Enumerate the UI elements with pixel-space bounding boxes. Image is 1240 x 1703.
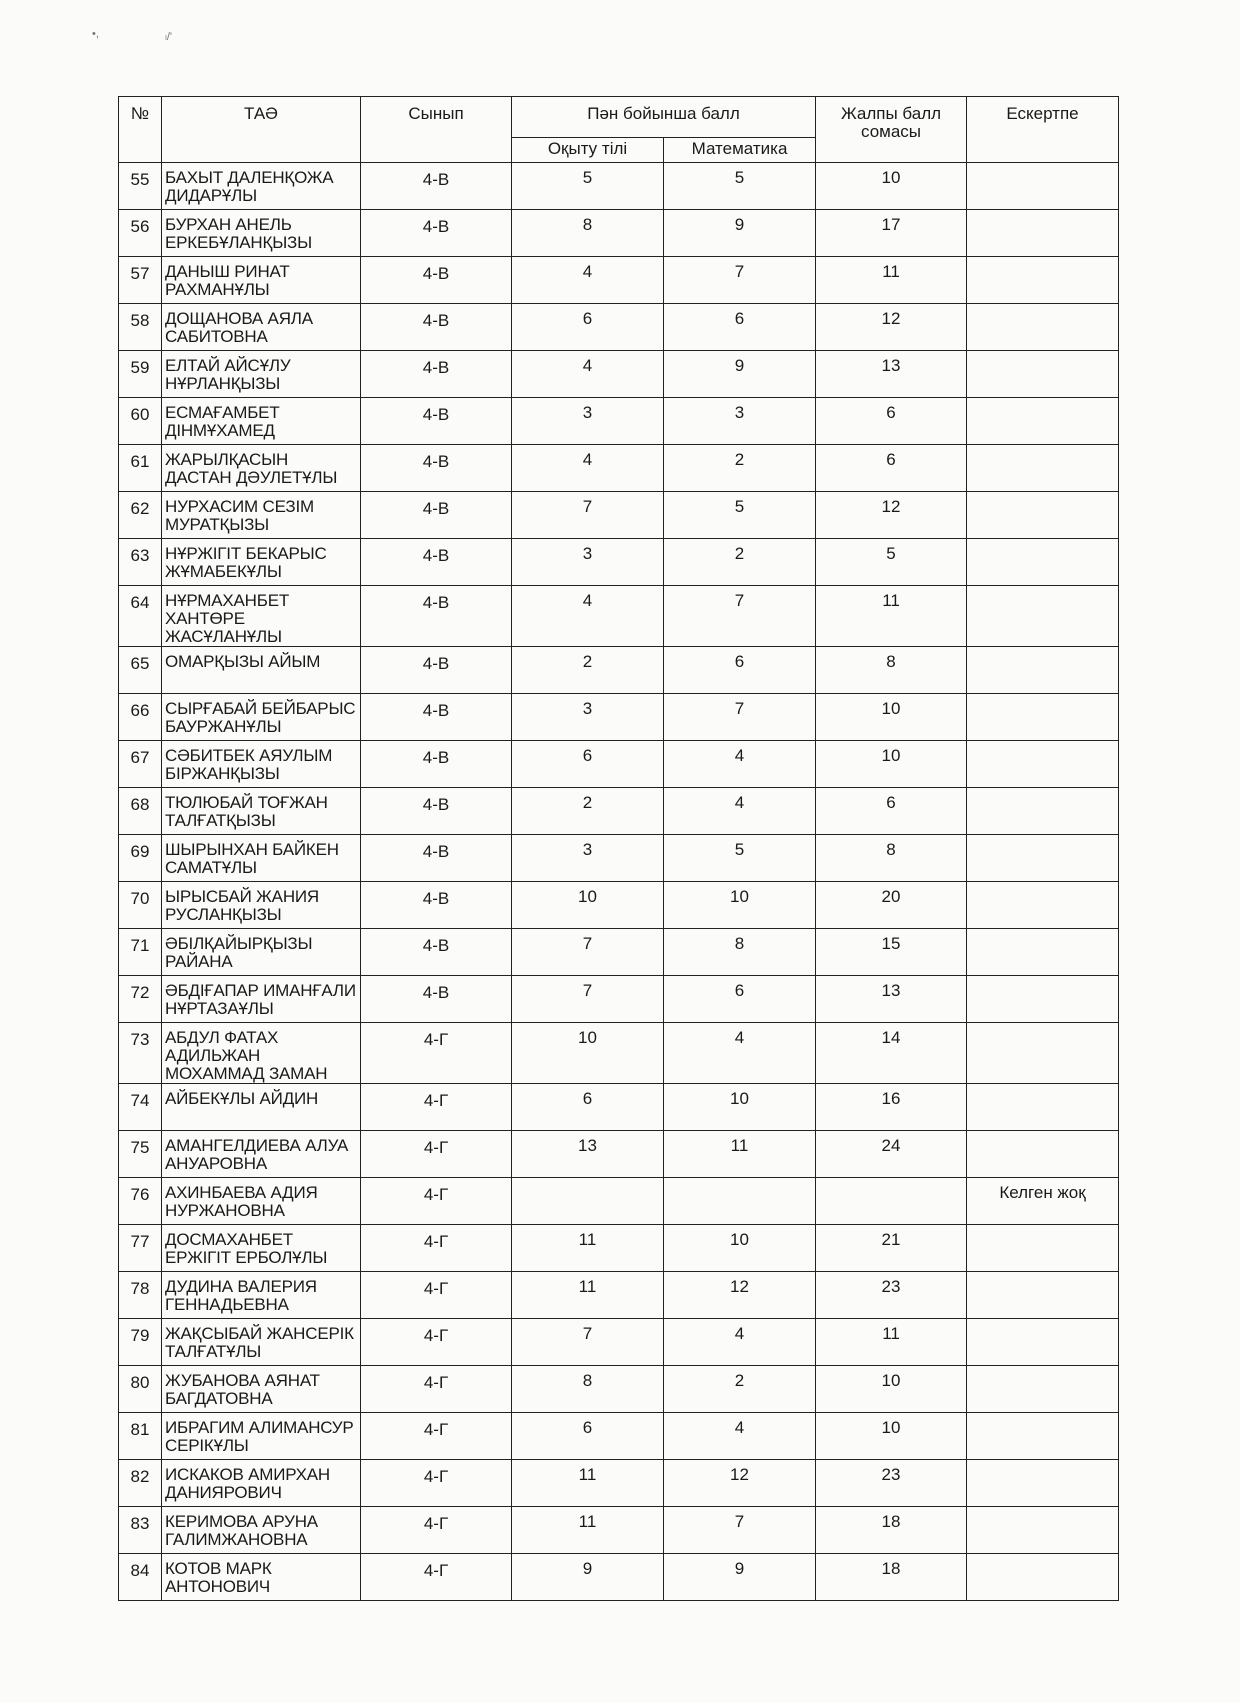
student-name: ЕСМАҒАМБЕТ ДІНМҰХАМЕД [162, 398, 361, 445]
row-number: 70 [119, 882, 162, 929]
student-name: ӘБІЛҚАЙЫРҚЫЗЫ РАЙАНА [162, 929, 361, 976]
math-score: 9 [664, 210, 816, 257]
class-cell: 4-Г [361, 1413, 512, 1460]
lang-score: 8 [512, 210, 664, 257]
note-cell [967, 788, 1119, 835]
class-cell: 4-В [361, 445, 512, 492]
student-name: АМАНГЕЛДИЕВА АЛУА АНУАРОВНА [162, 1131, 361, 1178]
row-number: 79 [119, 1319, 162, 1366]
row-number: 84 [119, 1554, 162, 1601]
total-score: 8 [816, 835, 967, 882]
table-row [119, 1507, 1119, 1554]
row-number: 65 [119, 647, 162, 694]
math-score: 7 [664, 1507, 816, 1554]
row-number: 58 [119, 304, 162, 351]
class-cell: 4-В [361, 835, 512, 882]
student-name: АЙБЕКҰЛЫ АЙДИН [162, 1084, 361, 1131]
header-class: Сынып [361, 97, 512, 163]
total-score: 5 [816, 539, 967, 586]
row-number: 71 [119, 929, 162, 976]
table-row [119, 647, 1119, 694]
header-no: № [119, 97, 162, 163]
student-name: КЕРИМОВА АРУНА ГАЛИМЖАНОВНА [162, 1507, 361, 1554]
lang-score: 7 [512, 492, 664, 539]
math-score: 4 [664, 741, 816, 788]
table-row [119, 1023, 1119, 1084]
results-table [118, 96, 1119, 1601]
student-name: БУРХАН АНЕЛЬ ЕРКЕБҰЛАНҚЫЗЫ [162, 210, 361, 257]
lang-score: 5 [512, 163, 664, 210]
class-cell: 4-В [361, 539, 512, 586]
row-number: 67 [119, 741, 162, 788]
row-number: 73 [119, 1023, 162, 1084]
math-score: 2 [664, 445, 816, 492]
row-number: 59 [119, 351, 162, 398]
lang-score: 11 [512, 1272, 664, 1319]
note-cell [967, 351, 1119, 398]
lang-score: 4 [512, 257, 664, 304]
student-name: ДОСМАХАНБЕТ ЕРЖІГІТ ЕРБОЛҰЛЫ [162, 1225, 361, 1272]
table-row [119, 304, 1119, 351]
total-score: 10 [816, 741, 967, 788]
student-name: АБДУЛ ФАТАХ АДИЛЬЖАН МОХАММАД ЗАМАН [162, 1023, 361, 1084]
lang-score: 11 [512, 1460, 664, 1507]
note-cell [967, 1023, 1119, 1084]
total-score: 23 [816, 1460, 967, 1507]
table-row [119, 257, 1119, 304]
header-name: ТАӘ [162, 97, 361, 163]
total-score: 11 [816, 586, 967, 647]
lang-score: 3 [512, 398, 664, 445]
scan-speck: •, [92, 28, 99, 40]
row-number: 56 [119, 210, 162, 257]
student-name: НҰРЖІГІТ БЕКАРЫС ЖҰМАБЕКҰЛЫ [162, 539, 361, 586]
total-score: 18 [816, 1554, 967, 1601]
note-cell [967, 882, 1119, 929]
math-score: 5 [664, 835, 816, 882]
note-cell [967, 304, 1119, 351]
student-name: ДАНЫШ РИНАТ РАХМАНҰЛЫ [162, 257, 361, 304]
class-cell: 4-Г [361, 1507, 512, 1554]
class-cell: 4-Г [361, 1554, 512, 1601]
note-cell [967, 1319, 1119, 1366]
math-score: 4 [664, 1023, 816, 1084]
note-cell [967, 586, 1119, 647]
lang-score: 4 [512, 351, 664, 398]
table-row [119, 882, 1119, 929]
class-cell: 4-Г [361, 1319, 512, 1366]
class-cell: 4-Г [361, 1084, 512, 1131]
total-score: 16 [816, 1084, 967, 1131]
class-cell: 4-В [361, 586, 512, 647]
total-score: 15 [816, 929, 967, 976]
lang-score: 7 [512, 929, 664, 976]
total-score: 10 [816, 694, 967, 741]
row-number: 72 [119, 976, 162, 1023]
student-name: АХИНБАЕВА АДИЯ НУРЖАНОВНА [162, 1178, 361, 1225]
class-cell: 4-Г [361, 1225, 512, 1272]
table-row [119, 1178, 1119, 1225]
math-score: 4 [664, 788, 816, 835]
row-number: 60 [119, 398, 162, 445]
table-row [119, 1413, 1119, 1460]
total-score: 10 [816, 1366, 967, 1413]
student-name: ИБРАГИМ АЛИМАНСУР СЕРІКҰЛЫ [162, 1413, 361, 1460]
table-row [119, 694, 1119, 741]
note-cell [967, 976, 1119, 1023]
student-name: КОТОВ МАРК АНТОНОВИЧ [162, 1554, 361, 1601]
lang-score: 6 [512, 1084, 664, 1131]
note-cell [967, 210, 1119, 257]
table-row [119, 1131, 1119, 1178]
lang-score: 3 [512, 835, 664, 882]
note-cell [967, 1366, 1119, 1413]
total-score: 23 [816, 1272, 967, 1319]
table-row [119, 1366, 1119, 1413]
class-cell: 4-В [361, 788, 512, 835]
math-score: 10 [664, 1084, 816, 1131]
class-cell: 4-В [361, 882, 512, 929]
note-cell [967, 445, 1119, 492]
math-score: 5 [664, 163, 816, 210]
table-row [119, 1084, 1119, 1131]
lang-score: 11 [512, 1507, 664, 1554]
row-number: 63 [119, 539, 162, 586]
student-name: ОМАРҚЫЗЫ АЙЫМ [162, 647, 361, 694]
lang-score: 4 [512, 586, 664, 647]
math-score: 12 [664, 1272, 816, 1319]
student-name: СӘБИТБЕК АЯУЛЫМ БІРЖАНҚЫЗЫ [162, 741, 361, 788]
math-score: 9 [664, 1554, 816, 1601]
math-score: 2 [664, 539, 816, 586]
row-number: 77 [119, 1225, 162, 1272]
table-row [119, 351, 1119, 398]
results-body [119, 163, 1119, 1601]
math-score: 11 [664, 1131, 816, 1178]
math-score: 9 [664, 351, 816, 398]
math-score: 12 [664, 1460, 816, 1507]
row-number: 61 [119, 445, 162, 492]
note-cell [967, 1272, 1119, 1319]
total-score: 10 [816, 163, 967, 210]
table-row [119, 445, 1119, 492]
class-cell: 4-В [361, 163, 512, 210]
row-number: 81 [119, 1413, 162, 1460]
math-score: 10 [664, 882, 816, 929]
table-row [119, 1554, 1119, 1601]
note-cell [967, 1507, 1119, 1554]
math-score: 2 [664, 1366, 816, 1413]
row-number: 78 [119, 1272, 162, 1319]
class-cell: 4-В [361, 257, 512, 304]
math-score: 7 [664, 257, 816, 304]
table-row [119, 539, 1119, 586]
total-score: 14 [816, 1023, 967, 1084]
class-cell: 4-Г [361, 1272, 512, 1319]
note-cell [967, 1460, 1119, 1507]
row-number: 75 [119, 1131, 162, 1178]
total-score: 11 [816, 1319, 967, 1366]
student-name: ДУДИНА ВАЛЕРИЯ ГЕННАДЬЕВНА [162, 1272, 361, 1319]
math-score [664, 1178, 816, 1225]
header-note: Ескертпе [967, 97, 1119, 163]
table-row [119, 210, 1119, 257]
lang-score: 7 [512, 1319, 664, 1366]
class-cell: 4-В [361, 351, 512, 398]
table-row [119, 741, 1119, 788]
student-name: ЫРЫСБАЙ ЖАНИЯ РУСЛАНҚЫЗЫ [162, 882, 361, 929]
total-score: 6 [816, 398, 967, 445]
row-number: 66 [119, 694, 162, 741]
class-cell: 4-В [361, 694, 512, 741]
header-total: Жалпы балл сомасы [816, 97, 967, 163]
class-cell: 4-В [361, 976, 512, 1023]
note-cell [967, 1084, 1119, 1131]
table-row [119, 976, 1119, 1023]
math-score: 6 [664, 647, 816, 694]
lang-score: 8 [512, 1366, 664, 1413]
table-row [119, 1319, 1119, 1366]
note-cell [967, 539, 1119, 586]
row-number: 55 [119, 163, 162, 210]
total-score: 6 [816, 445, 967, 492]
header-lang: Оқыту тілі [512, 138, 664, 163]
student-name: СЫРҒАБАЙ БЕЙБАРЫС БАУРЖАНҰЛЫ [162, 694, 361, 741]
table-row [119, 163, 1119, 210]
note-cell [967, 398, 1119, 445]
table-row [119, 398, 1119, 445]
class-cell: 4-В [361, 398, 512, 445]
row-number: 57 [119, 257, 162, 304]
header-math: Математика [664, 138, 816, 163]
lang-score: 6 [512, 304, 664, 351]
lang-score: 4 [512, 445, 664, 492]
math-score: 7 [664, 586, 816, 647]
results-sheet [118, 96, 1118, 1601]
class-cell: 4-В [361, 304, 512, 351]
class-cell: 4-В [361, 647, 512, 694]
note-cell [967, 257, 1119, 304]
note-cell [967, 1225, 1119, 1272]
lang-score: 6 [512, 741, 664, 788]
table-row [119, 929, 1119, 976]
math-score: 4 [664, 1319, 816, 1366]
math-score: 6 [664, 304, 816, 351]
student-name: ЖАҚСЫБАЙ ЖАНСЕРІК ТАЛҒАТҰЛЫ [162, 1319, 361, 1366]
class-cell: 4-В [361, 492, 512, 539]
lang-score: 6 [512, 1413, 664, 1460]
lang-score: 9 [512, 1554, 664, 1601]
note-cell: Келген жоқ [967, 1178, 1119, 1225]
total-score [816, 1178, 967, 1225]
class-cell: 4-Г [361, 1460, 512, 1507]
note-cell [967, 929, 1119, 976]
table-row [119, 1460, 1119, 1507]
total-score: 20 [816, 882, 967, 929]
total-score: 13 [816, 351, 967, 398]
total-score: 11 [816, 257, 967, 304]
total-score: 12 [816, 492, 967, 539]
student-name: ЕЛТАЙ АЙСҰЛУ НҰРЛАНҚЫЗЫ [162, 351, 361, 398]
student-name: ЖУБАНОВА АЯНАТ БАГДАТОВНА [162, 1366, 361, 1413]
student-name: ИСКАКОВ АМИРХАН ДАНИЯРОВИЧ [162, 1460, 361, 1507]
lang-score: 2 [512, 788, 664, 835]
class-cell: 4-В [361, 741, 512, 788]
student-name: ШЫРЫНХАН БАЙКЕН САМАТҰЛЫ [162, 835, 361, 882]
class-cell: 4-В [361, 929, 512, 976]
student-name: ЖАРЫЛҚАСЫН ДАСТАН ДӘУЛЕТҰЛЫ [162, 445, 361, 492]
lang-score: 3 [512, 694, 664, 741]
class-cell: 4-Г [361, 1366, 512, 1413]
table-row [119, 788, 1119, 835]
note-cell [967, 741, 1119, 788]
total-score: 21 [816, 1225, 967, 1272]
total-score: 17 [816, 210, 967, 257]
header-subject-score: Пән бойынша балл [512, 97, 816, 138]
row-number: 64 [119, 586, 162, 647]
student-name: ӘБДІҒАПАР ИМАНҒАЛИ НҰРТАЗАҰЛЫ [162, 976, 361, 1023]
total-score: 13 [816, 976, 967, 1023]
student-name: БАХЫТ ДАЛЕНҚОЖА ДИДАРҰЛЫ [162, 163, 361, 210]
math-score: 4 [664, 1413, 816, 1460]
math-score: 10 [664, 1225, 816, 1272]
total-score: 6 [816, 788, 967, 835]
student-name: ТЮЛЮБАЙ ТОҒЖАН ТАЛҒАТҚЫЗЫ [162, 788, 361, 835]
note-cell [967, 163, 1119, 210]
student-name: НҰРМАХАНБЕТ ХАНТӨРЕ ЖАСҰЛАНҰЛЫ [162, 586, 361, 647]
table-row [119, 586, 1119, 647]
table-row [119, 1225, 1119, 1272]
total-score: 10 [816, 1413, 967, 1460]
lang-score: 10 [512, 1023, 664, 1084]
student-name: ДОЩАНОВА АЯЛА САБИТОВНА [162, 304, 361, 351]
note-cell [967, 835, 1119, 882]
class-cell: 4-Г [361, 1023, 512, 1084]
student-name: НУРХАСИМ СЕЗІМ МУРАТҚЫЗЫ [162, 492, 361, 539]
table-row [119, 835, 1119, 882]
row-number: 76 [119, 1178, 162, 1225]
math-score: 7 [664, 694, 816, 741]
table-row [119, 1272, 1119, 1319]
note-cell [967, 694, 1119, 741]
row-number: 68 [119, 788, 162, 835]
note-cell [967, 647, 1119, 694]
lang-score: 3 [512, 539, 664, 586]
note-cell [967, 1413, 1119, 1460]
class-cell: 4-Г [361, 1131, 512, 1178]
lang-score: 2 [512, 647, 664, 694]
lang-score [512, 1178, 664, 1225]
row-number: 74 [119, 1084, 162, 1131]
row-number: 82 [119, 1460, 162, 1507]
class-cell: 4-В [361, 210, 512, 257]
total-score: 12 [816, 304, 967, 351]
math-score: 8 [664, 929, 816, 976]
note-cell [967, 492, 1119, 539]
total-score: 18 [816, 1507, 967, 1554]
math-score: 5 [664, 492, 816, 539]
lang-score: 7 [512, 976, 664, 1023]
lang-score: 11 [512, 1225, 664, 1272]
row-number: 69 [119, 835, 162, 882]
scan-speck: ₗ/' [165, 31, 172, 43]
row-number: 80 [119, 1366, 162, 1413]
lang-score: 13 [512, 1131, 664, 1178]
row-number: 62 [119, 492, 162, 539]
row-number: 83 [119, 1507, 162, 1554]
class-cell: 4-Г [361, 1178, 512, 1225]
math-score: 3 [664, 398, 816, 445]
math-score: 6 [664, 976, 816, 1023]
note-cell [967, 1554, 1119, 1601]
note-cell [967, 1131, 1119, 1178]
total-score: 8 [816, 647, 967, 694]
table-row [119, 492, 1119, 539]
lang-score: 10 [512, 882, 664, 929]
total-score: 24 [816, 1131, 967, 1178]
